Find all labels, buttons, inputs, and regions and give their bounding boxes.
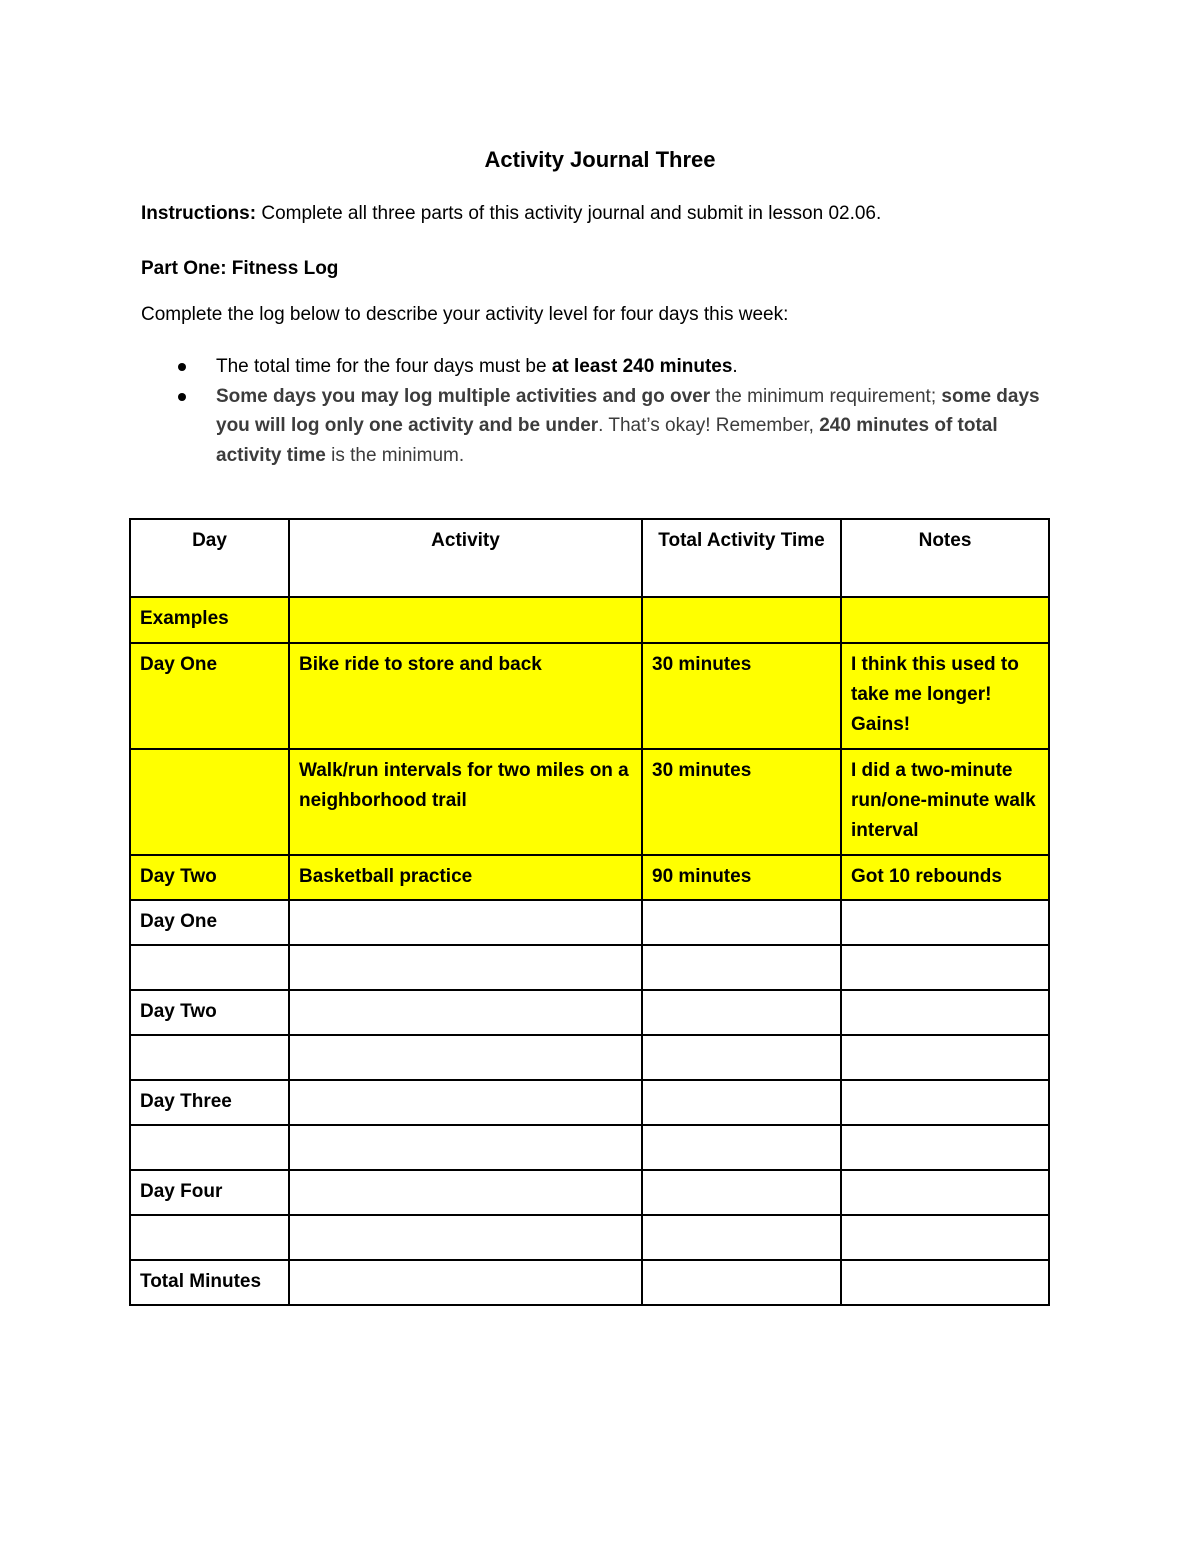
fitness-log-table — [129, 518, 1050, 1306]
example-row — [130, 749, 1049, 855]
day-cell — [130, 945, 289, 990]
activity-cell[interactable] — [289, 1125, 642, 1170]
time-cell[interactable] — [642, 1035, 841, 1080]
header-activity: Activity — [289, 519, 642, 597]
example-row — [130, 643, 1049, 749]
day-cell — [130, 1035, 289, 1080]
notes-cell[interactable] — [841, 900, 1049, 945]
total-minutes-row — [130, 1260, 1049, 1305]
activity-cell[interactable] — [289, 1035, 642, 1080]
table-header-row — [130, 519, 1049, 597]
activity-cell[interactable] — [289, 945, 642, 990]
header-notes: Notes — [841, 519, 1049, 597]
notes-cell[interactable] — [841, 1125, 1049, 1170]
day-cell: Total Minutes — [130, 1260, 289, 1305]
day-cell — [130, 749, 289, 855]
log-row — [130, 1125, 1049, 1170]
log-row — [130, 990, 1049, 1035]
time-cell[interactable] — [642, 1215, 841, 1260]
bullet-icon — [178, 393, 186, 401]
log-row — [130, 1215, 1049, 1260]
notes-cell: I think this used to take me longer! Gains! — [841, 643, 1049, 749]
activity-cell[interactable] — [289, 1080, 642, 1125]
instructions-text: Complete all three parts of this activity journal and submit in lesson 02.06. — [256, 203, 882, 224]
day-cell: Examples — [130, 597, 289, 643]
activity-cell[interactable] — [289, 1260, 642, 1305]
list-item: The total time for the four days must be at least 240 minutes. — [216, 352, 1046, 382]
notes-cell[interactable] — [841, 1215, 1049, 1260]
time-cell[interactable] — [642, 1125, 841, 1170]
log-row — [130, 1080, 1049, 1125]
day-cell — [130, 1125, 289, 1170]
activity-cell: Walk/run intervals for two miles on a neighborhood trail — [289, 749, 642, 855]
time-cell — [642, 597, 841, 643]
time-cell[interactable] — [642, 1080, 841, 1125]
header-total-time: Total Activity Time — [642, 519, 841, 597]
bullet-icon — [178, 363, 186, 371]
header-day: Day — [130, 519, 289, 597]
time-cell: 90 minutes — [642, 855, 841, 900]
notes-cell[interactable] — [841, 1170, 1049, 1215]
activity-cell[interactable] — [289, 990, 642, 1035]
notes-cell — [841, 597, 1049, 643]
activity-cell[interactable] — [289, 900, 642, 945]
example-row — [130, 597, 1049, 643]
notes-cell[interactable] — [841, 1260, 1049, 1305]
time-cell: 30 minutes — [642, 643, 841, 749]
requirements-list — [216, 352, 1046, 470]
activity-cell[interactable] — [289, 1215, 642, 1260]
list-item: Some days you may log multiple activities and go over the minimum requirement; some days you will log only one activity and be under. That’s okay! Remember, 240 minutes of total activity time is the minimum. — [216, 382, 1046, 471]
log-row — [130, 900, 1049, 945]
time-cell: 30 minutes — [642, 749, 841, 855]
notes-cell: Got 10 rebounds — [841, 855, 1049, 900]
day-cell — [130, 1215, 289, 1260]
activity-cell — [289, 597, 642, 643]
notes-cell: I did a two-minute run/one-minute walk interval — [841, 749, 1049, 855]
notes-cell[interactable] — [841, 945, 1049, 990]
activity-cell: Basketball practice — [289, 855, 642, 900]
example-row — [130, 855, 1049, 900]
activity-cell: Bike ride to store and back — [289, 643, 642, 749]
time-cell[interactable] — [642, 900, 841, 945]
activity-cell[interactable] — [289, 1170, 642, 1215]
day-cell: Day Three — [130, 1080, 289, 1125]
part-one-heading: Part One: Fitness Log — [141, 258, 339, 279]
time-cell[interactable] — [642, 1170, 841, 1215]
page-title: Activity Journal Three — [484, 147, 716, 172]
day-cell: Day One — [130, 900, 289, 945]
day-cell: Day Two — [130, 855, 289, 900]
time-cell[interactable] — [642, 945, 841, 990]
log-row — [130, 1035, 1049, 1080]
log-row — [130, 1170, 1049, 1215]
day-cell: Day One — [130, 643, 289, 749]
time-cell[interactable] — [642, 990, 841, 1035]
notes-cell[interactable] — [841, 1035, 1049, 1080]
day-cell: Day Four — [130, 1170, 289, 1215]
instructions-line — [141, 200, 881, 228]
log-row — [130, 945, 1049, 990]
notes-cell[interactable] — [841, 1080, 1049, 1125]
time-cell[interactable] — [642, 1260, 841, 1305]
notes-cell[interactable] — [841, 990, 1049, 1035]
instructions-label: Instructions: — [141, 203, 257, 224]
day-cell: Day Two — [130, 990, 289, 1035]
intro-text: Complete the log below to describe your activity level for four days this week: — [141, 304, 789, 325]
